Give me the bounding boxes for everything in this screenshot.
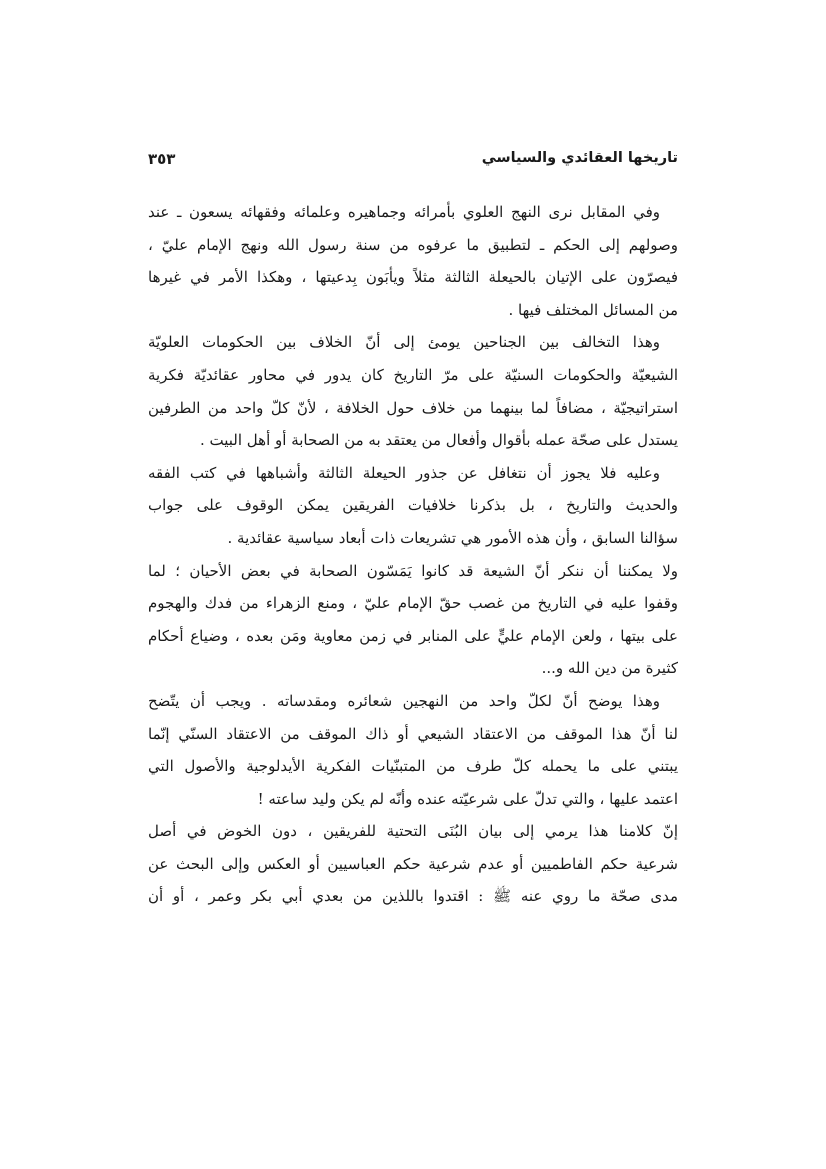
text-line: يبتني على ما يحمله كلّ طرف من المتبنّيات الفكرية الأيدلوجية والأصول التي <box>148 757 678 776</box>
text-line: وقفوا عليه في التاريخ من غصب حقّ الإمام عليّ ، ومنع الزهراء من فدك والهجوم <box>148 594 678 613</box>
text-line: وهذا التخالف بين الجناحين يومئ إلى أنّ الخلاف بين الحكومات العلويّة <box>148 333 660 352</box>
text-line: الشيعيّة والحكومات السنيّة على مرّ التاريخ كان يدور في محاور عقائديّة فكرية <box>148 365 678 384</box>
page-number: ٣٥٣ <box>148 150 176 168</box>
text-line: وهذا يوضح أنّ لكلّ واحد من النهجين شعائره ومقدساته . ويجب أن يتّضح <box>148 691 660 710</box>
text-line: وعليه فلا يجوز أن نتغافل عن جذور الحيعلة الثالثة وأشباهها في كتب الفقه <box>148 463 660 482</box>
text-line: شرعية حكم الفاطميين أو عدم شرعية حكم العباسيين أو العكس وإلى البحث عن <box>148 854 678 873</box>
paragraph <box>148 196 678 326</box>
text-line: على بيتها ، ولعن الإمام عليٍّ على المنابر في زمن معاوية ومَن بعده ، وضياع أحكام <box>148 626 678 645</box>
text-line: استراتيجيّة ، مضافاً لما بينهما من خلاف حول الخلافة ، لأنّ كلّ واحد من الطرفين <box>148 398 678 417</box>
text-line: وصولهم إلى الحكم ـ لتطبيق ما عرفوه من سنة رسول الله ونهج الإمام عليّ ، <box>148 235 678 254</box>
text-line: سؤالنا السابق ، وأن هذه الأمور هي تشريعات ذات أبعاد سياسية عقائدية . <box>227 528 678 547</box>
text-line: مدى صحّة ما روي عنه ﷺ : اقتدوا باللذين من بعدي أبي بكر وعمر ، أو أن <box>148 887 678 906</box>
text-line: كثيرة من دين الله و... <box>541 659 678 678</box>
running-header <box>148 148 678 176</box>
paragraph <box>148 685 678 815</box>
paragraph <box>148 326 678 456</box>
text-line: لنا أنّ هذا الموقف من الاعتقاد الشيعي أو ذاك الموقف من الاعتقاد السنّي إنّما <box>148 724 678 743</box>
body-text <box>148 196 678 913</box>
text-line: يستدل على صحّة عمله بأقوال وأفعال من يعتقد به من الصحابة أو أهل البيت . <box>199 431 678 450</box>
text-line: فيصرّون على الإتيان بالحيعلة الثالثة مثلاً ويأبَون بِدعيتها ، وهكذا الأمر في غيرها <box>148 268 678 287</box>
paragraph <box>148 555 678 685</box>
text-line: وفي المقابل نرى النهج العلوي بأمرائه وجماهيره وعلمائه وفقهائه يسعون ـ عند <box>148 203 660 221</box>
text-line: اعتمد عليها ، والتي تدلّ على شرعيّته عنده وأنّه لم يكن وليد ساعته ! <box>257 789 678 808</box>
paragraph <box>148 815 678 913</box>
text-line: من المسائل المختلف فيها . <box>508 300 678 319</box>
running-header-title: تاريخها العقائدي والسياسي <box>481 150 678 166</box>
text-line: والحديث والتاريخ ، بل بذكرنا خلافيات الفريقين يمكن الوقوف على جواب <box>148 496 678 515</box>
text-line: إنّ كلامنا هذا يرمي إلى بيان البُنَى التحتية للفريقين ، دون الخوض في أصل <box>148 822 678 841</box>
text-line: ولا يمكننا أن ننكر أنّ الشيعة قد كانوا يَمَسّون الصحابة في بعض الأحيان ؛ لما <box>148 561 678 580</box>
paragraph <box>148 457 678 555</box>
